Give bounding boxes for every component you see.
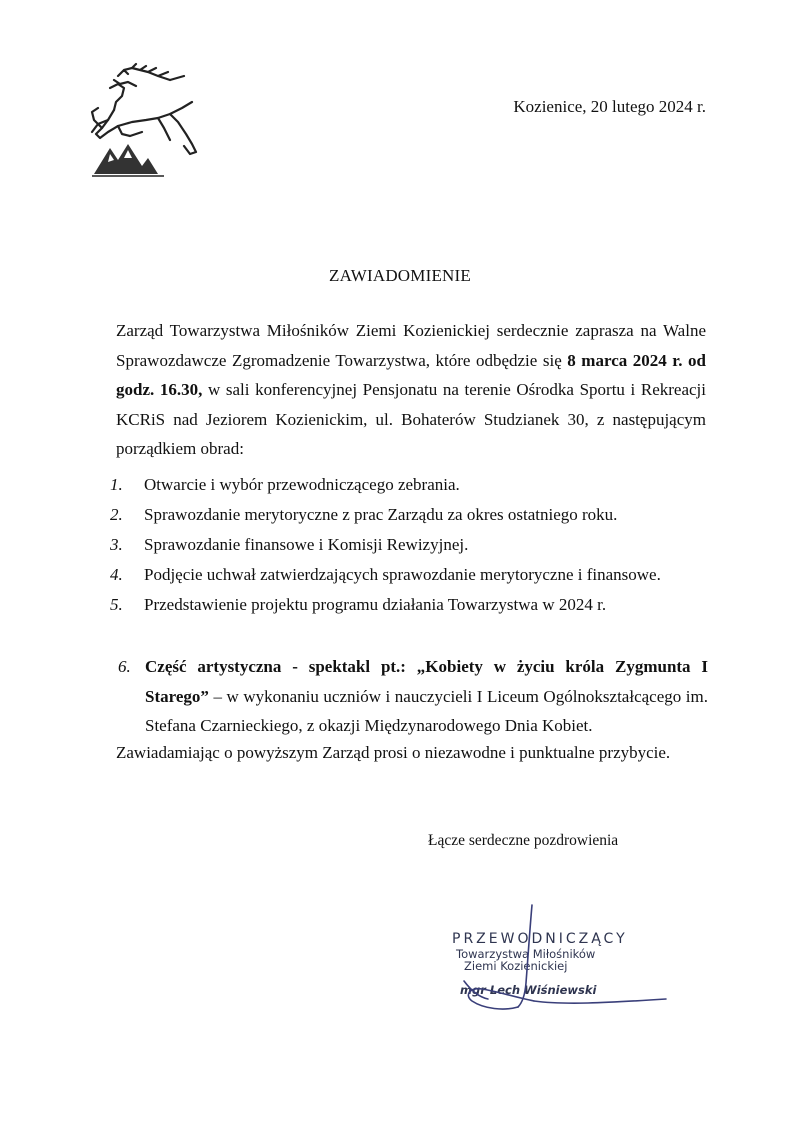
agenda-label: Przedstawienie projektu programu działania Towarzystwa w 2024 r. (144, 595, 607, 614)
agenda-number: 4. (110, 565, 123, 584)
agenda-item-artistic (118, 652, 708, 741)
document-title: ZAWIADOMIENIE (329, 266, 471, 285)
performance-details: – w wykonaniu uczniów i nauczycieli I Liceum Ogólnokształcącego im. Stefana Czarnieckiego, z okazji Międzynarodowego Dnia Kobiet. (145, 686, 708, 735)
agenda-item (110, 505, 710, 535)
agenda-item (110, 535, 710, 565)
agenda-item (110, 595, 710, 625)
agenda-label: Otwarcie i wybór przewodniczącego zebrania. (144, 475, 460, 494)
agenda-number: 6. (118, 657, 131, 676)
stamp-signatory: mgr Lech Wiśniewski (460, 983, 597, 997)
agenda-number: 2. (110, 505, 123, 524)
greeting: Łącze serdeczne pozdrowienia (428, 832, 619, 849)
stamp-org-line1: Towarzystwa Miłośników (456, 947, 596, 961)
closing-sentence: Zawiadamiając o powyższym Zarząd prosi o niezawodne i punktualne przybycie. (116, 743, 671, 762)
agenda-label: Podjęcie uchwał zatwierdzających sprawozdanie merytoryczne i finansowe. (144, 565, 661, 584)
handwritten-signature-icon (434, 897, 674, 1027)
intro-text-1: Zarząd Towarzystwa Miłośników Ziemi Kozienickiej serdecznie zaprasza na Walne Sprawozdawcze Zgromadzenie Towarzystwa, które odbędzie się (116, 321, 706, 370)
performance-title: Część artystyczna - spektakl pt.: „Kobiety w życiu króla Zygmunta I Starego” (145, 657, 708, 706)
agenda-label: Sprawozdanie merytoryczne z prac Zarządu za okres ostatniego roku. (144, 505, 618, 524)
deer-logo-icon (88, 62, 204, 180)
intro-text-2: w sali konferencyjnej Pensjonatu na terenie Ośrodka Sportu i Rekreacji KCRiS nad Jeziorem Kozienickim, ul. Bohaterów Studzianek 30, z następującym porządkiem obrad: (116, 380, 707, 458)
agenda-number: 1. (110, 475, 123, 494)
artistic-description (145, 652, 708, 741)
agenda-item (110, 475, 710, 505)
stamp-org-line2: Ziemi Kozienickiej (464, 959, 568, 973)
agenda-label: Sprawozdanie finansowe i Komisji Rewizyjnej. (144, 535, 469, 554)
agenda-number: 5. (110, 595, 123, 614)
agenda-number: 3. (110, 535, 123, 554)
invitation-paragraph (116, 316, 706, 464)
agenda-item (110, 565, 710, 595)
place-date: Kozienice, 20 lutego 2024 r. (513, 97, 706, 116)
chairman-stamp (434, 897, 674, 1027)
meeting-date: 8 marca 2024 r. od godz. 16.30, (116, 350, 706, 399)
stamp-title: PRZEWODNICZĄCY (452, 931, 628, 947)
